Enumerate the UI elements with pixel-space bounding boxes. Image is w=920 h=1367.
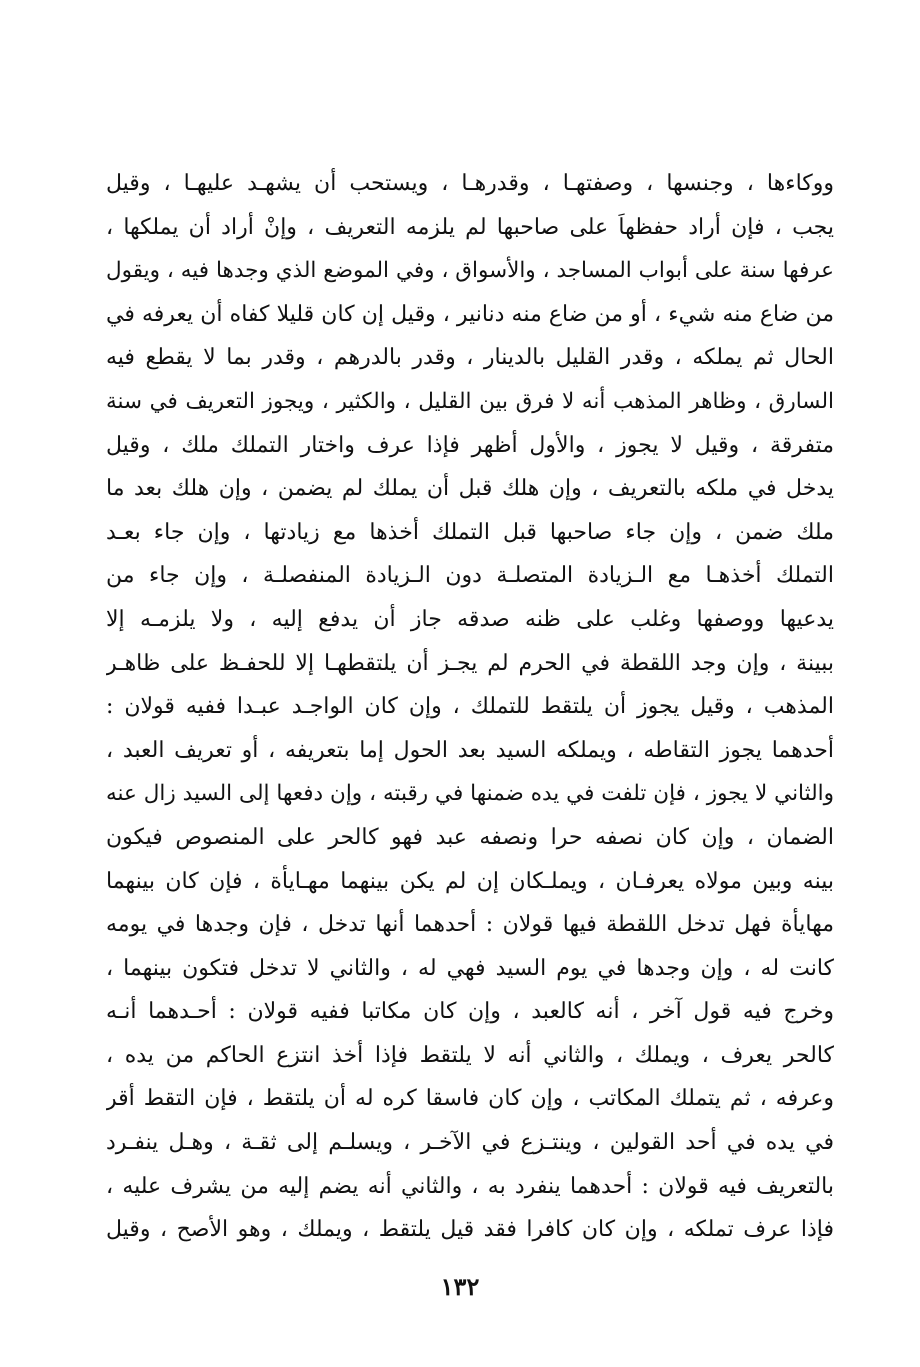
text-line: التملك أخذهـا مع الـزيادة المتصلـة دون الـزيادة المنفصلـة ، وإن جاء من (106, 563, 834, 589)
text-line: وخرج فيه قول آخر ، أنه كالعبد ، وإن كان مكاتبا ففيه قولان : أحـدهما أنـه (106, 999, 834, 1025)
text-line: الحال ثم يملكه ، وقدر القليل بالدينار ، وقدر بالدرهم ، وقدر بما لا يقطع فيه (106, 345, 834, 371)
text-line: عرفها سنة على أبواب المساجد ، والأسواق ، وفي الموضع الذي وجدها فيه ، ويقول (106, 258, 834, 284)
text-line: من ضاع منه شيء ، أو من ضاع منه دنانير ، وقيل إن كان قليلا كفاه أن يعرفه في (106, 301, 834, 327)
text-line: يدعيها ووصفها وغلب على ظنه صدقه جاز أن يدفع إليه ، ولا يلزمـه إلا (106, 606, 834, 632)
text-line: يدخل في ملكه بالتعريف ، وإن هلك قبل أن يملك لم يضمن ، وإن هلك بعد ما (106, 476, 834, 502)
text-line: السارق ، وظاهر المذهب أنه لا فرق بين القليل ، والكثير ، ويجوز التعريف في سنة (106, 388, 834, 414)
text-line: ملك ضمن ، وإن جاء صاحبها قبل التملك أخذها مع زيادتها ، وإن جاء بعـد (106, 519, 834, 545)
text-line: بالتعريف فيه قولان : أحدهما ينفرد به ، والثاني أنه يضم إليه من يشرف عليه ، (106, 1173, 834, 1199)
text-line: والثاني لا يجوز ، فإن تلفت في يده ضمنها في رقبته ، وإن دفعها إلى السيد زال عنه (106, 781, 834, 807)
text-line: يجب ، فإن أراد حفظهاَ على صاحبها لم يلزمه التعريف ، وإنْ أراد أن يملكها ، (106, 214, 834, 240)
text-line: وعرفه ، ثم يتملك المكاتب ، وإن كان فاسقا كره له أن يلتقط ، فإن التقط أقر (106, 1086, 834, 1112)
text-line: في يده في أحد القولين ، وينتـزع في الآخـر ، ويسلـم إلى ثقـة ، وهـل ينفـرد (106, 1130, 834, 1156)
text-line: كانت له ، وإن وجدها في يوم السيد فهي له ، والثاني لا تدخل فتكون بينهما ، (106, 955, 834, 981)
text-line: كالحر يعرف ، ويملك ، والثاني أنه لا يلتقط فإذا أخذ انتزع الحاكم من يده ، (106, 1042, 834, 1068)
body-text (106, 162, 834, 1252)
text-line: المذهب ، وقيل يجوز أن يلتقط للتملك ، وإن كان الواجـد عبـدا ففيه قولان : (106, 694, 834, 720)
text-line: ووكاءها ، وجنسها ، وصفتهـا ، وقدرهـا ، ويستحب أن يشهـد عليهـا ، وقيل (106, 171, 834, 196)
text-line: مهايأة فهل تدخل اللقطة فيها قولان : أحدهما أنها تدخل ، فإن وجدها في يومه (106, 912, 834, 938)
text-line: أحدهما يجوز التقاطه ، ويملكه السيد بعد الحول إما بتعريفه ، أو تعريف العبد ، (106, 737, 834, 763)
text-line: بينه وبين مولاه يعرفـان ، ويملـكان إن لم يكن بينهما مهـايأة ، فإن كان بينهما (106, 868, 834, 894)
text-line: الضمان ، وإن كان نصفه حرا ونصفه عبد فهو كالحر على المنصوص فيكون (106, 824, 834, 850)
text-line: فإذا عرف تملكه ، وإن كان كافرا فقد قيل يلتقط ، ويملك ، وهو الأصح ، وقيل (106, 1217, 834, 1243)
text-line: ببينة ، وإن وجد اللقطة في الحرم لم يجـز أن يلتقطهـا إلا للحفـظ على ظاهـر (106, 650, 834, 676)
page-number: ١٣٢ (440, 1272, 480, 1301)
text-line: متفرقة ، وقيل لا يجوز ، والأول أظهر فإذا عرف واختار التملك ملك ، وقيل (106, 432, 834, 458)
